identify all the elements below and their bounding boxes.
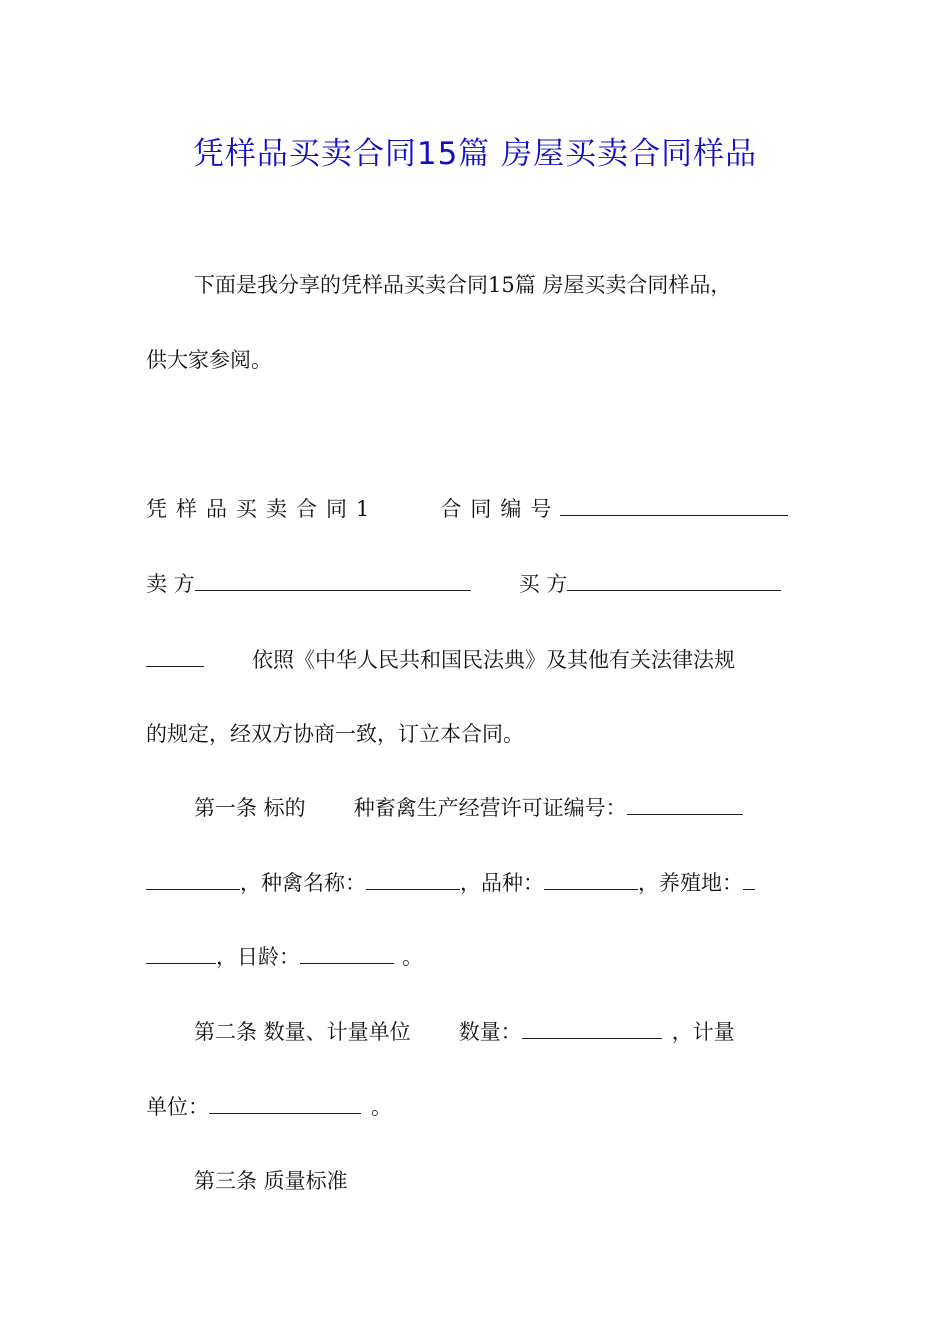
farm-label: ，养殖地： <box>638 871 743 895</box>
seller-label: 卖 方 <box>146 572 195 596</box>
seller-blank <box>195 572 471 591</box>
basis-blank <box>146 648 204 667</box>
contract-number-label: 合同编号 <box>440 497 561 521</box>
unit-label-b: 单位： <box>146 1095 209 1119</box>
article1-end: 。 <box>402 945 423 969</box>
buyer-label: 买 方 <box>518 572 568 596</box>
age-blank <box>300 945 394 964</box>
parties-line <box>146 569 816 599</box>
article2-line-1 <box>194 1017 814 1047</box>
contract-heading-line <box>146 494 816 524</box>
article2-line-2 <box>146 1092 816 1122</box>
article1-line-2 <box>146 868 816 898</box>
qty-label: 数量： <box>458 1020 522 1044</box>
article2-end: 。 <box>371 1095 392 1119</box>
variety-label: ，品种： <box>460 871 544 895</box>
contract-number-blank <box>560 497 788 516</box>
unit-label-a: ，计量 <box>671 1020 735 1044</box>
article1-line-3 <box>146 942 816 972</box>
license-blank-a <box>627 796 743 815</box>
farm-blank-a <box>743 871 755 890</box>
age-label: ，日龄： <box>216 945 300 969</box>
intro-line-2: 供大家参阅。 <box>146 348 272 372</box>
license-label: 种畜禽生产经营许可证编号： <box>353 796 627 820</box>
farm-blank-b <box>146 945 216 964</box>
document-title: 凭样品买卖合同15篇 房屋买卖合同样品 <box>192 136 758 172</box>
basis-line-2: 的规定，经双方协商一致，订立本合同。 <box>146 722 524 746</box>
basis-text: 依照《中华人民共和国民法典》及其他有关法律法规 <box>252 648 735 672</box>
variety-blank <box>544 871 638 890</box>
buyer-blank <box>567 572 781 591</box>
article2-heading: 第二条 数量、计量单位 <box>194 1020 411 1044</box>
article1-line-1 <box>194 793 814 823</box>
contract-heading: 凭样品买卖合同1 <box>146 497 379 521</box>
article1-heading: 第一条 标的 <box>194 796 306 820</box>
unit-blank <box>209 1095 361 1114</box>
article3-heading: 第三条 质量标准 <box>194 1169 348 1193</box>
intro-line-1: 下面是我分享的凭样品买卖合同15篇 房屋买卖合同样品， <box>194 273 732 297</box>
license-blank-b <box>146 871 240 890</box>
basis-line-1 <box>146 645 816 675</box>
name-label: ，种禽名称： <box>240 871 366 895</box>
name-blank <box>366 871 460 890</box>
qty-blank <box>522 1020 662 1039</box>
